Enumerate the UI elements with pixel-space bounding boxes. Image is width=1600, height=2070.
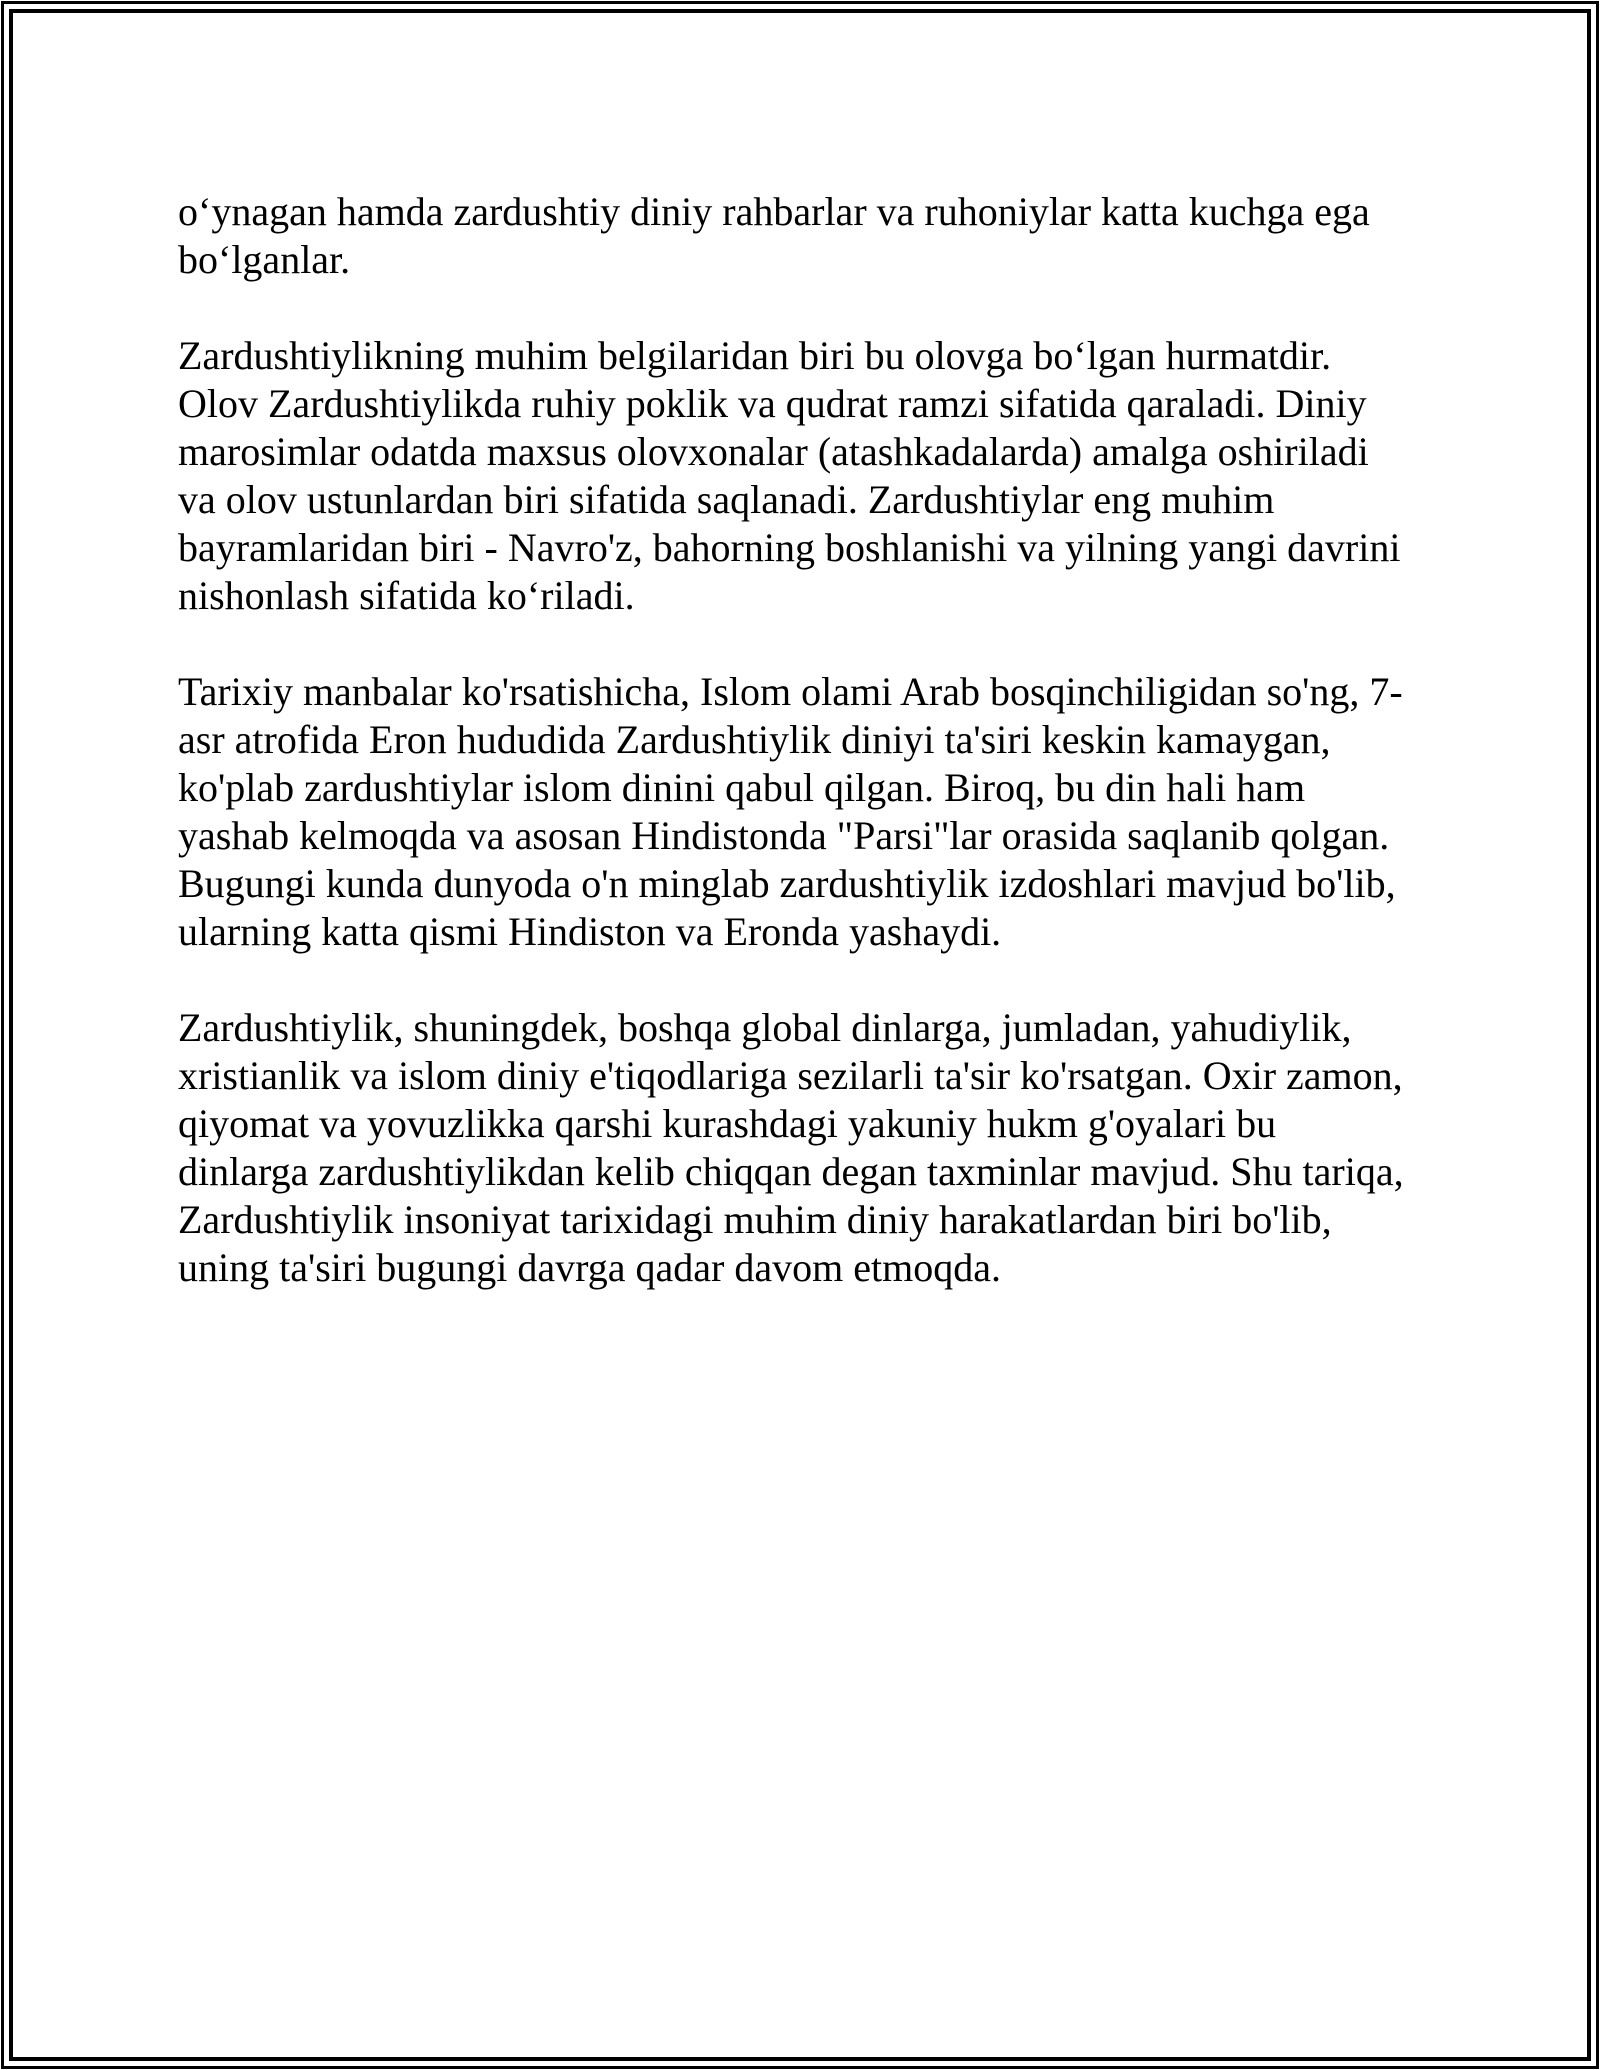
document-text bbox=[178, 188, 1458, 1340]
text-line: dinlarga zardushtiylikdan kelib chiqqan degan taxminlar mavjud. Shu tariqa, bbox=[178, 1149, 1404, 1194]
text-line: va olov ustunlardan biri sifatida saqlanadi. Zardushtiylar eng muhim bbox=[178, 477, 1275, 522]
text-line: xristianlik va islom diniy e'tiqodlariga sezilarli ta'sir ko'rsatgan. Oxir zamon, bbox=[178, 1053, 1403, 1098]
text-line: uning ta'siri bugungi davrga qadar davom etmoqda. bbox=[178, 1245, 1001, 1290]
text-line: asr atrofida Eron hududida Zardushtiylik diniyi ta'siri keskin kamaygan, bbox=[178, 717, 1331, 762]
text-line: Zardushtiylikning muhim belgilaridan biri bu olovga boʻlgan hurmatdir. bbox=[178, 333, 1332, 378]
text-line: nishonlash sifatida koʻriladi. bbox=[178, 573, 635, 618]
text-line: bayramlaridan biri - Navro'z, bahorning boshlanishi va yilning yangi davrini bbox=[178, 525, 1401, 570]
text-line: Zardushtiylik insoniyat tarixidagi muhim diniy harakatlardan biri bo'lib, bbox=[178, 1197, 1332, 1242]
paragraph bbox=[178, 188, 1458, 284]
text-line: Olov Zardushtiylikda ruhiy poklik va qudrat ramzi sifatida qaraladi. Diniy bbox=[178, 381, 1367, 426]
paragraph bbox=[178, 1004, 1458, 1292]
text-line: qiyomat va yovuzlikka qarshi kurashdagi yakuniy hukm g'oyalari bu bbox=[178, 1101, 1277, 1146]
text-line: Tarixiy manbalar ko'rsatishicha, Islom olami Arab bosqinchiligidan so'ng, 7- bbox=[178, 669, 1403, 714]
text-line: ularning katta qismi Hindiston va Eronda yashaydi. bbox=[178, 909, 1002, 954]
paragraph bbox=[178, 668, 1458, 956]
text-line: marosimlar odatda maxsus olovxonalar (atashkadalarda) amalga oshiriladi bbox=[178, 429, 1369, 474]
text-line: Zardushtiylik, shuningdek, boshqa global dinlarga, jumladan, yahudiylik, bbox=[178, 1005, 1352, 1050]
text-line: Bugungi kunda dunyoda o'n minglab zardushtiylik izdoshlari mavjud bo'lib, bbox=[178, 861, 1396, 906]
text-line: yashab kelmoqda va asosan Hindistonda "Parsi"lar orasida saqlanib qolgan. bbox=[178, 813, 1390, 858]
text-line: boʻlganlar. bbox=[178, 237, 351, 282]
paragraph bbox=[178, 332, 1458, 620]
text-line: oʻynagan hamda zardushtiy diniy rahbarlar va ruhoniylar katta kuchga ega bbox=[178, 189, 1370, 234]
text-line: ko'plab zardushtiylar islom dinini qabul qilgan. Biroq, bu din hali ham bbox=[178, 765, 1306, 810]
